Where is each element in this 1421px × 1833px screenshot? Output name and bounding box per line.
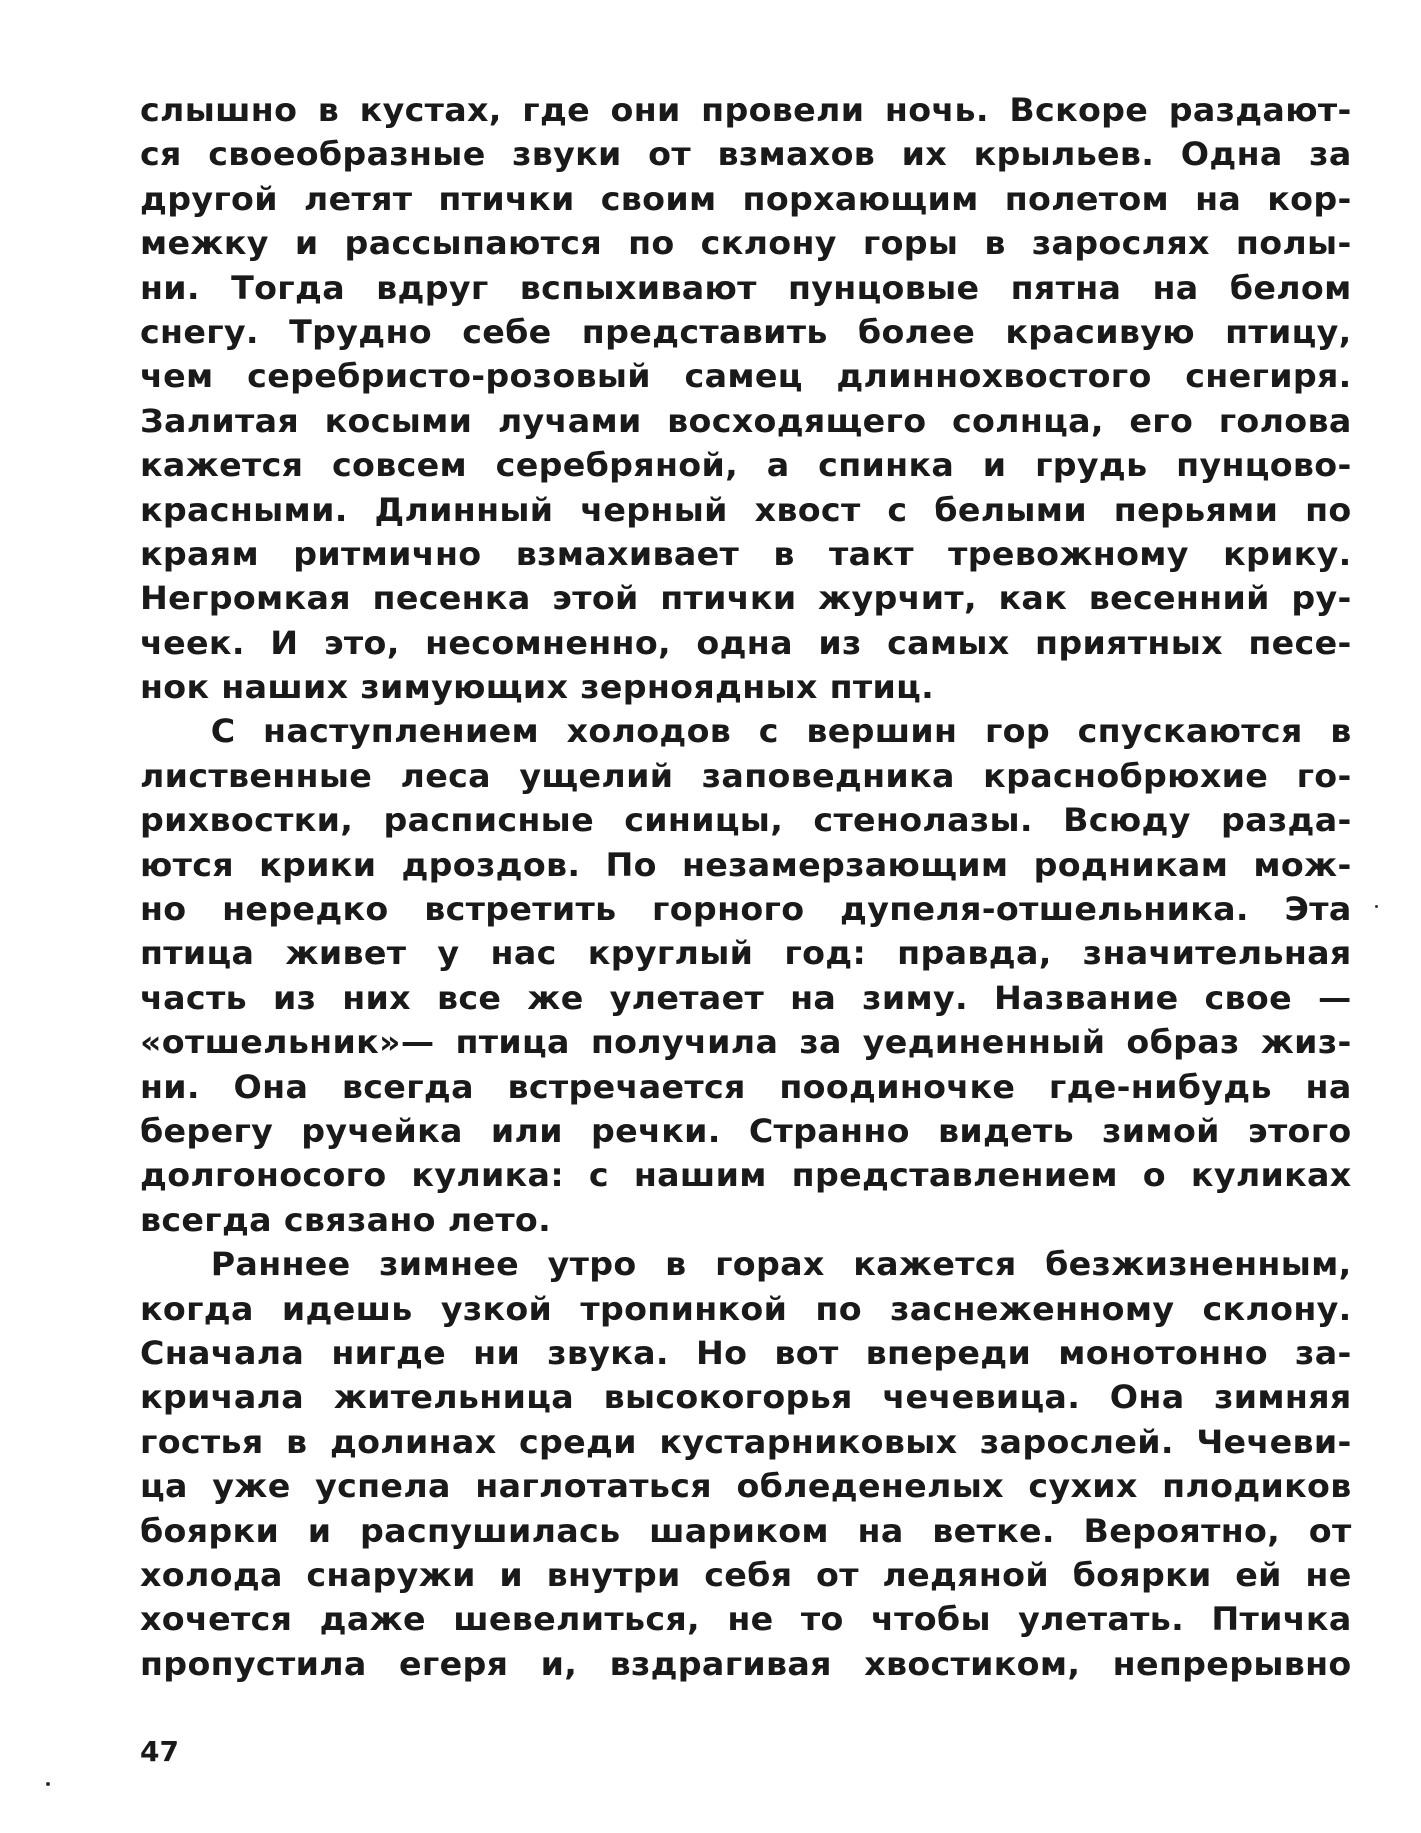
text-line: красными. Длинный черный хвост с белыми перьями по xyxy=(140,490,1352,529)
text-body xyxy=(140,88,1352,1686)
text-line: С наступлением холодов с вершин гор спускаются в xyxy=(210,712,1352,751)
text-line: ся своеобразные звуки от взмахов их крыльев. Одна за xyxy=(140,135,1352,174)
paragraph-1 xyxy=(140,88,1352,709)
text-line: кричала жительница высокогорья чечевица. Она зимняя xyxy=(140,1378,1352,1417)
paragraph-2 xyxy=(140,709,1352,1242)
text-line: ни. Она всегда встречается поодиночке где-нибудь на xyxy=(140,1067,1352,1106)
text-line: краям ритмично взмахивает в такт тревожному крику. xyxy=(140,534,1352,573)
text-line: гостья в долинах среди кустарниковых зарослей. Чечеви- xyxy=(140,1422,1352,1461)
text-line: Сначала нигде ни звука. Но вот впереди монотонно за- xyxy=(140,1333,1352,1372)
text-line: «отшельник»— птица получила за уединенный образ жиз- xyxy=(140,1023,1352,1062)
text-line: ни. Тогда вдруг вспыхивают пунцовые пятна на белом xyxy=(140,268,1352,307)
text-line: ца уже успела наглотаться обледенелых сухих плодиков xyxy=(140,1467,1352,1506)
page-number: 47 xyxy=(140,1735,179,1768)
text-line: когда идешь узкой тропинкой по заснеженному склону. xyxy=(140,1289,1352,1328)
text-line: снегу. Трудно себе представить более красивую птицу, xyxy=(140,312,1352,351)
text-line: берегу ручейка или речки. Странно видеть зимой этого xyxy=(140,1111,1352,1150)
text-line: чем серебристо-розовый самец длиннохвостого снегиря. xyxy=(140,357,1352,396)
text-line: боярки и распушилась шариком на ветке. Вероятно, от xyxy=(140,1511,1352,1550)
text-line: Залитая косыми лучами восходящего солнца, его голова xyxy=(140,401,1352,440)
text-line: Негромкая песенка этой птички журчит, как весенний ру- xyxy=(140,579,1352,618)
text-line: хочется даже шевелиться, не то чтобы улетать. Птичка xyxy=(140,1600,1352,1639)
text-line: лиственные леса ущелий заповедника краснобрюхие го- xyxy=(140,756,1352,795)
text-line: чеек. И это, несомненно, одна из самых приятных песе- xyxy=(140,623,1352,662)
text-line: межку и рассыпаются по склону горы в зарослях полы- xyxy=(140,224,1352,263)
text-line: всегда связано лето. xyxy=(140,1200,552,1239)
text-line: пропустила егеря и, вздрагивая хвостиком, непрерывно xyxy=(140,1644,1352,1683)
text-line: долгоносого кулика: с нашим представлением о куликах xyxy=(140,1156,1352,1195)
text-line: другой летят птички своим порхающим полетом на кор- xyxy=(140,179,1352,218)
scan-speck xyxy=(1375,905,1378,908)
paragraph-3 xyxy=(140,1242,1352,1686)
text-line: но нередко встретить горного дупеля-отшельника. Эта xyxy=(140,890,1352,929)
text-line: часть из них все же улетает на зиму. Название свое — xyxy=(140,978,1352,1017)
text-line: птица живет у нас круглый год: правда, значительная xyxy=(140,934,1352,973)
text-line: Раннее зимнее утро в горах кажется безжизненным, xyxy=(210,1245,1352,1284)
text-line: слышно в кустах, где они провели ночь. Вскоре раздают- xyxy=(140,91,1352,129)
text-line: нок наших зимующих зерноядных птиц. xyxy=(140,668,935,707)
text-line: кажется совсем серебряной, а спинка и грудь пунцово- xyxy=(140,446,1352,485)
scan-speck xyxy=(46,1782,50,1786)
text-line: холода снаружи и внутри себя от ледяной боярки ей не xyxy=(140,1555,1352,1594)
text-line: рихвостки, расписные синицы, стенолазы. Всюду разда- xyxy=(140,801,1352,840)
text-line: ются крики дроздов. По незамерзающим родникам мож- xyxy=(140,845,1352,884)
